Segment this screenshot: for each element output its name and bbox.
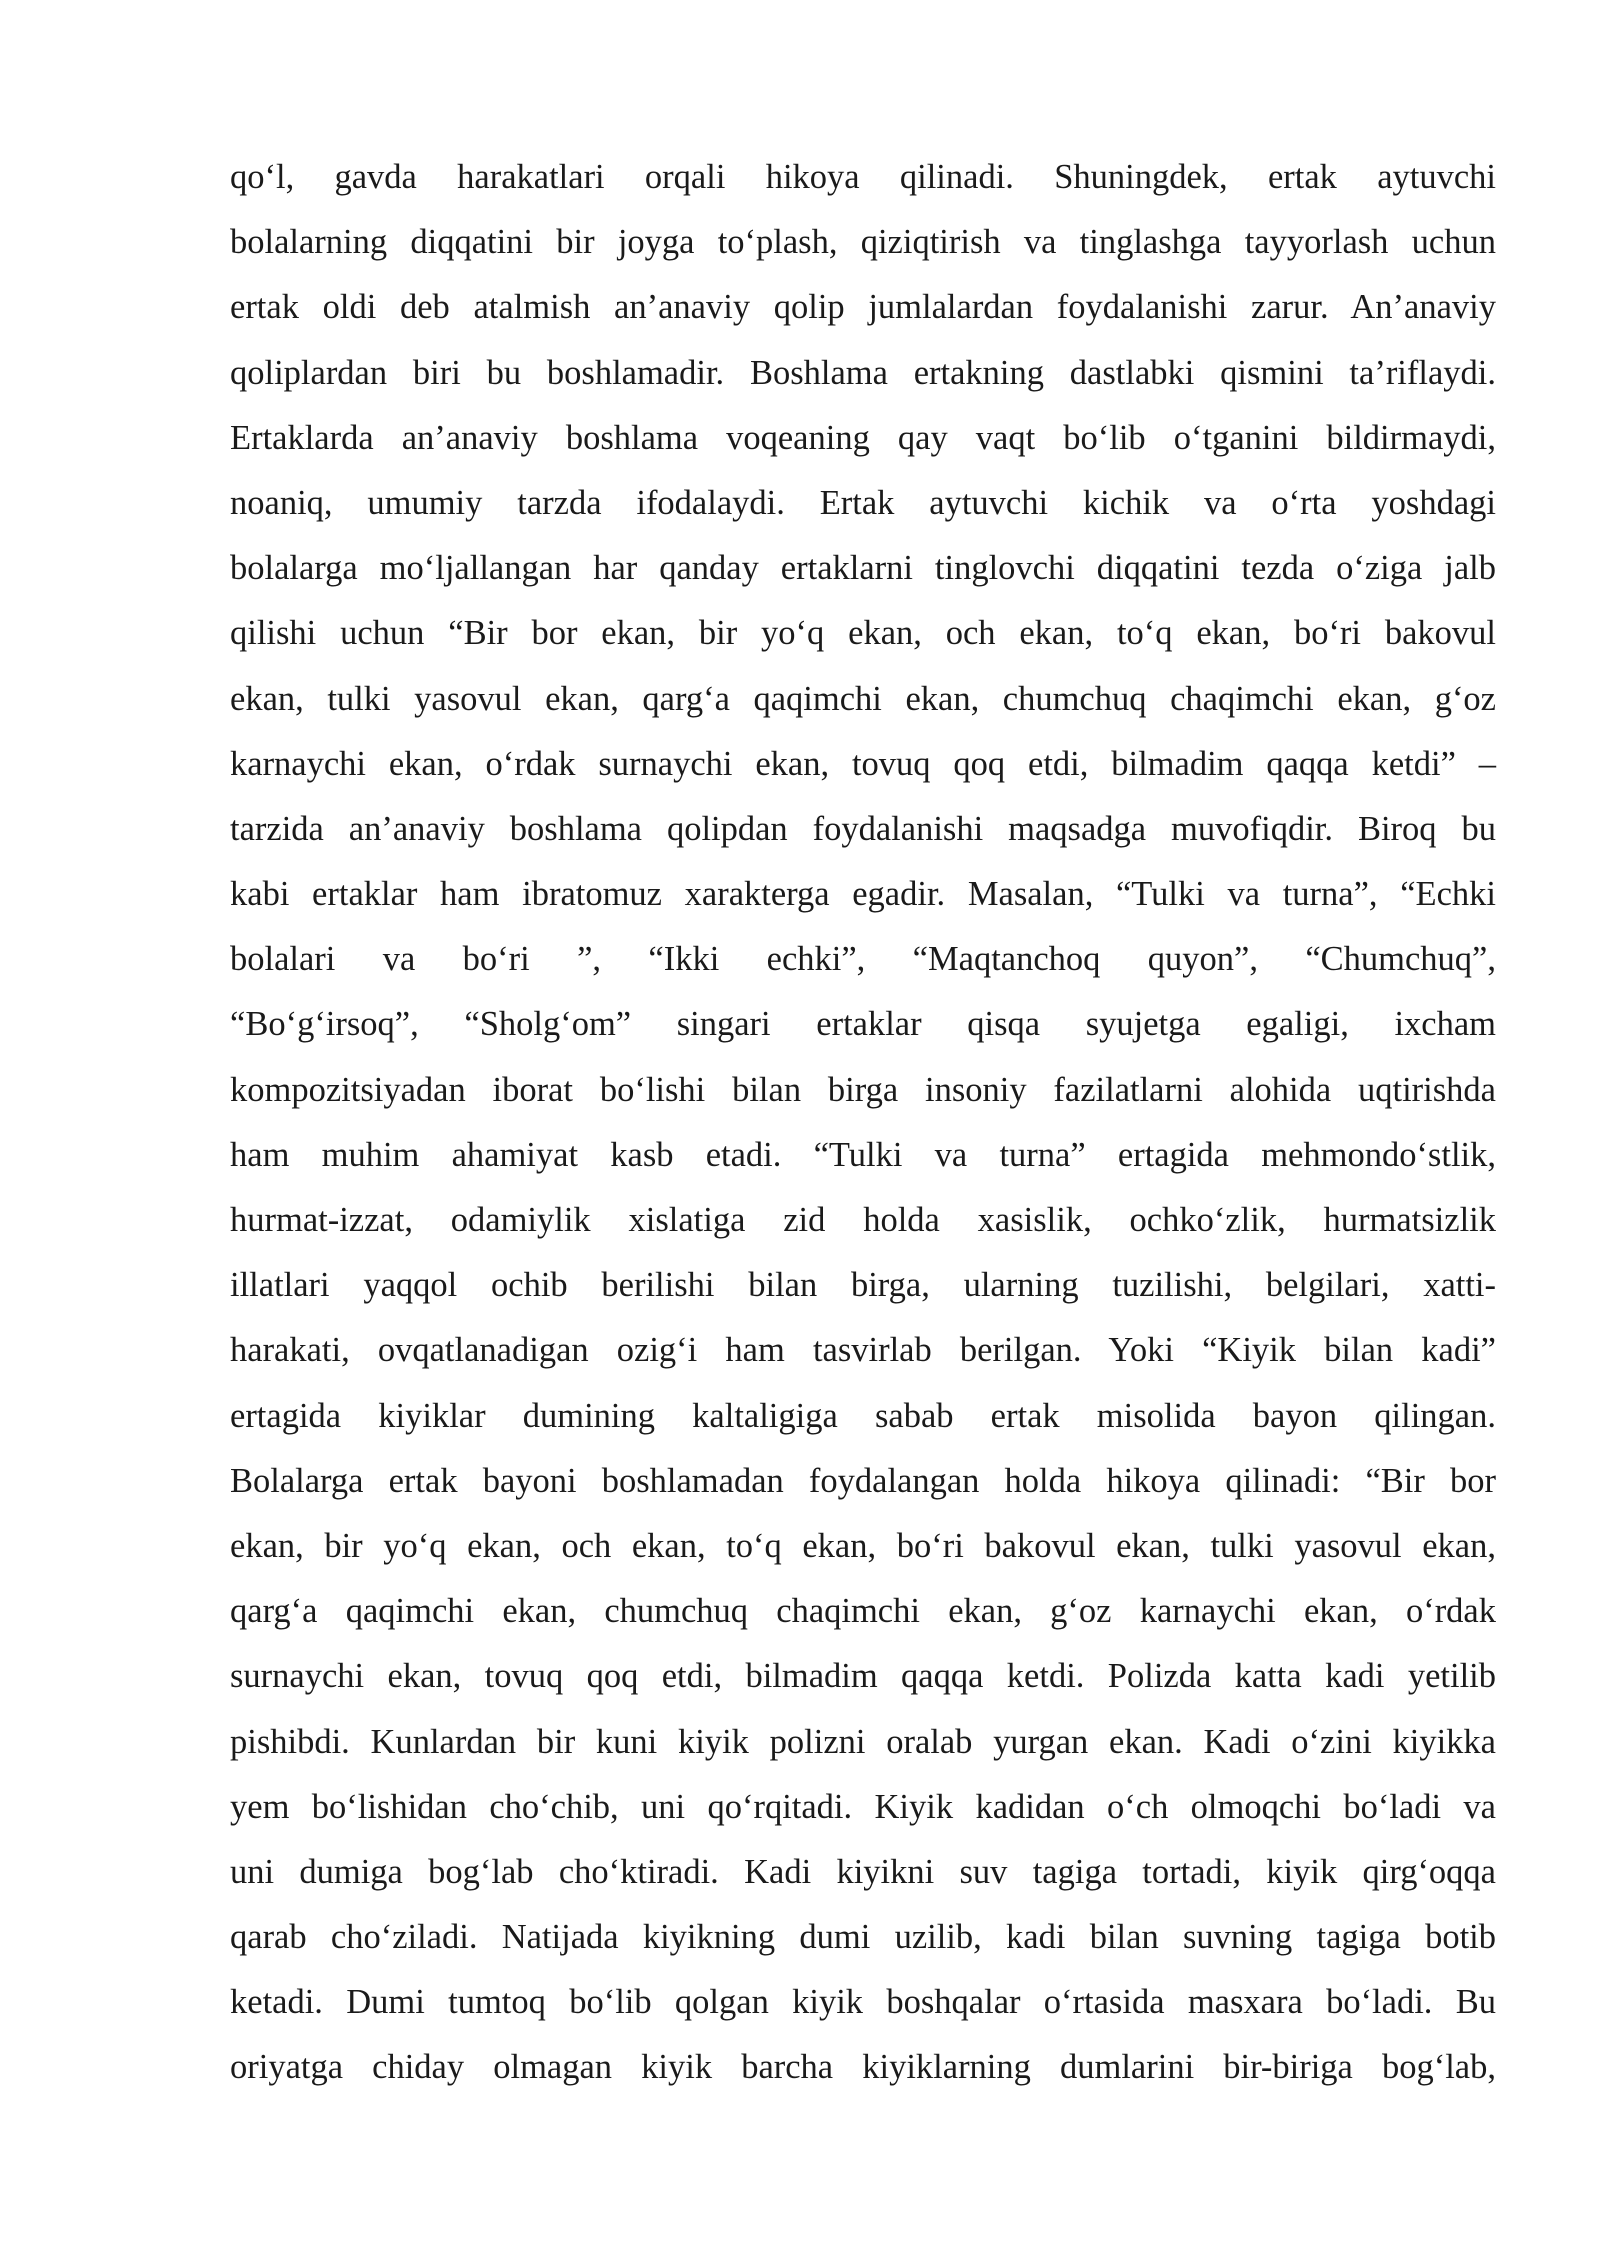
text-line: ertak oldi deb atalmish an’anaviy qolip jumlalardan foydalanishi zarur. An’anaviy (230, 288, 1496, 327)
text-line: tarzida an’anaviy boshlama qolipdan foydalanishi maqsadga muvofiqdir. Biroq bu (230, 809, 1496, 848)
text-line: kabi ertaklar ham ibratomuz xarakterga egadir. Masalan, “Tulki va turna”, “Echki (230, 875, 1496, 914)
text-line: pishibdi. Kunlardan bir kuni kiyik polizni oralab yurgan ekan. Kadi o‘zini kiyikka (230, 1722, 1496, 1761)
text-line: karnaychi ekan, o‘rdak surnaychi ekan, tovuq qoq etdi, bilmadim qaqqa ketdi” – (230, 744, 1496, 783)
text-line: yem bo‘lishidan cho‘chib, uni qo‘rqitadi. Kiyik kadidan o‘ch olmoqchi bo‘ladi va (230, 1787, 1496, 1826)
text-line: bolalari va bo‘ri ”, “Ikki echki”, “Maqtanchoq quyon”, “Chumchuq”, (230, 940, 1496, 979)
text-line: kompozitsiyadan iborat bo‘lishi bilan birga insoniy fazilatlarni alohida uqtirishda (230, 1070, 1496, 1109)
text-line: “Bo‘g‘irsoq”, “Sholg‘om” singari ertaklar qisqa syujetga egaligi, ixcham (230, 1005, 1496, 1044)
text-line: qoliplardan biri bu boshlamadir. Boshlama ertakning dastlabki qismini ta’riflaydi. (230, 353, 1496, 392)
text-line: ekan, tulki yasovul ekan, qarg‘a qaqimchi ekan, chumchuq chaqimchi ekan, g‘oz (230, 679, 1496, 718)
text-line: uni dumiga bog‘lab cho‘ktiradi. Kadi kiyikni suv tagiga tortadi, kiyik qirg‘oqqa (230, 1852, 1496, 1891)
text-line: qarg‘a qaqimchi ekan, chumchuq chaqimchi ekan, g‘oz karnaychi ekan, o‘rdak (230, 1592, 1496, 1631)
text-line: bolalarning diqqatini bir joyga to‘plash, qiziqtirish va tinglashga tayyorlash uchun (230, 223, 1496, 262)
text-line: qo‘l, gavda harakatlari orqali hikoya qilinadi. Shuningdek, ertak aytuvchi (230, 158, 1496, 196)
text-line: ertagida kiyiklar dumining kaltaligiga sabab ertak misolida bayon qilingan. (230, 1396, 1496, 1435)
body-text (230, 145, 1496, 2101)
text-line: ekan, bir yo‘q ekan, och ekan, to‘q ekan, bo‘ri bakovul ekan, tulki yasovul ekan, (230, 1526, 1496, 1565)
text-line: harakati, ovqatlanadigan ozig‘i ham tasvirlab berilgan. Yoki “Kiyik bilan kadi” (230, 1331, 1496, 1370)
text-line: Bolalarga ertak bayoni boshlamadan foydalangan holda hikoya qilinadi: “Bir bor (230, 1461, 1496, 1500)
text-line: hurmat-izzat, odamiylik xislatiga zid holda xasislik, ochko‘zlik, hurmatsizlik (230, 1201, 1496, 1239)
text-line: illatlari yaqqol ochib berilishi bilan birga, ularning tuzilishi, belgilari, xatti- (230, 1266, 1496, 1305)
text-line: qilishi uchun “Bir bor ekan, bir yo‘q ekan, och ekan, to‘q ekan, bo‘ri bakovul (230, 614, 1496, 653)
text-line: surnaychi ekan, tovuq qoq etdi, bilmadim qaqqa ketdi. Polizda katta kadi yetilib (230, 1657, 1496, 1696)
text-line: qarab cho‘ziladi. Natijada kiyikning dumi uzilib, kadi bilan suvning tagiga botib (230, 1918, 1496, 1957)
text-line: ketadi. Dumi tumtoq bo‘lib qolgan kiyik boshqalar o‘rtasida masxara bo‘ladi. Bu (230, 1983, 1496, 2022)
text-line: Ertaklarda an’anaviy boshlama voqeaning qay vaqt bo‘lib o‘tganini bildirmaydi, (230, 418, 1496, 457)
text-line: ham muhim ahamiyat kasb etadi. “Tulki va turna” ertagida mehmondo‘stlik, (230, 1135, 1496, 1174)
text-line: noaniq, umumiy tarzda ifodalaydi. Ertak aytuvchi kichik va o‘rta yoshdagi (230, 483, 1496, 522)
text-line: bolalarga mo‘ljallangan har qanday ertaklarni tinglovchi diqqatini tezda o‘ziga jalb (230, 549, 1496, 588)
text-line: oriyatga chiday olmagan kiyik barcha kiyiklarning dumlarini bir-biriga bog‘lab, (230, 2048, 1496, 2087)
